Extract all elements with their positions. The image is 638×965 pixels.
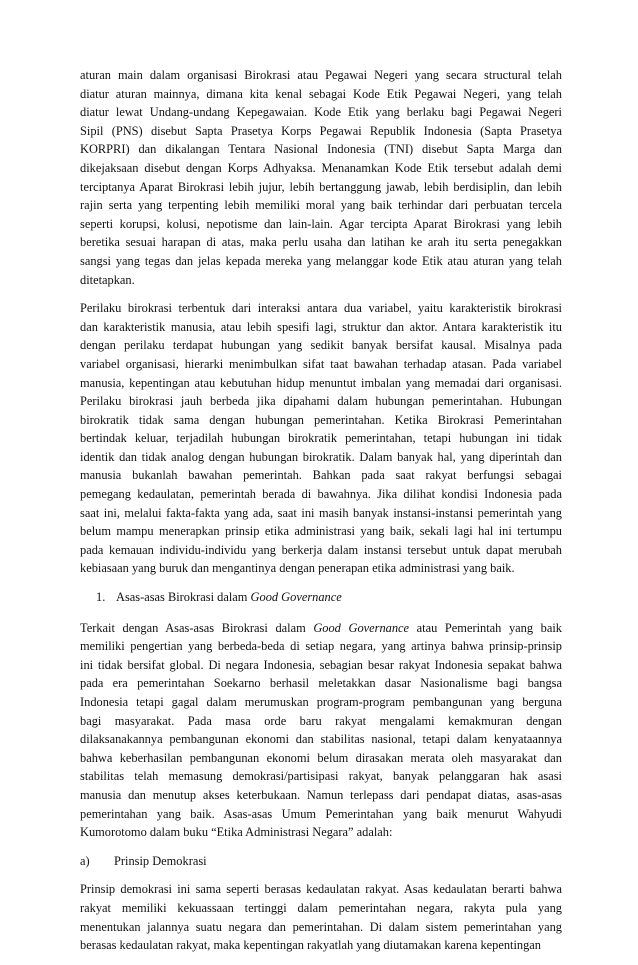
- text-line: sangsi yang tegas dan jelas kepada mereka yang melanggar kode Etik atau aturan yang telah: [80, 253, 562, 268]
- text-line: pemerintahan yang baik. Asas-asas Umum Pemerintahan yang baik menurut Wahyudi: [80, 806, 562, 821]
- paragraph-kode-etik: [80, 66, 562, 289]
- text-line: belum mampu menerapkan prinsip etika administrasi yang baik, sekali lagi hal ini tertumpu: [80, 524, 562, 539]
- text-line: stabilitas telah memasung demokrasi/partisipasi rakyat, banyak pelanggaran hak asasi: [80, 769, 562, 784]
- text-line: bertindak keluar, terjadilah hubungan birokratik pemerintahan, tetapi hubungan ini tidak: [80, 431, 562, 446]
- section-title-italic: Good Governance: [250, 590, 342, 605]
- text-line: beretika sesuai harapan di atas, maka perlu usaha dan latihan ke arah itu serta penegakkan: [80, 235, 562, 250]
- text-line: manusia dan menutup akses keterbukaan. Namun terlepass dari pendapat diatas, asas-asas: [80, 787, 562, 802]
- text-line: KORPRI) dan dikalangan Tentara Nasional Indonesia (TNI) disebut Sapta Marga dan: [80, 142, 562, 157]
- section-heading: [80, 588, 562, 607]
- subsection-title: Prinsip Demokrasi: [114, 853, 207, 868]
- text-line: terciptanya Aparat Birokrasi lebih jujur, lebih bertanggung jawab, lebih berdisiplin, dan lebih: [80, 179, 562, 194]
- text-line: seperti korupsi, kolusi, nepotisme dan lain-lain. Agar tercipta Aparat Birokrasi yang lebih: [80, 216, 562, 231]
- text-line: identik dan tidak analog dengan hubungan birokratik. Dalam banyak hal, yang diperintah dan: [80, 449, 562, 464]
- text-line: manusia, kepentingan atau kebutuhan hidup menuntut imbalan yang memadai dari organisasi.: [80, 375, 562, 390]
- text-line: bagi masyarakat. Pada masa orde baru rakyat mengalami kemakmuran dengan: [80, 713, 562, 728]
- section-number: 1.: [96, 590, 106, 605]
- text-line: rakyat memiliki kekuassaan tertinggi dalam pemerintahan negara, rakyta pula yang: [80, 900, 562, 915]
- text-line: Perilaku birokrasi jauh berbeda jika dipahami dalam hubungan pemerintahan. Hubungan: [80, 394, 562, 409]
- text-line: Indonesia tetapi gagal dalam merumuskan program-program pembangunan yang berguna: [80, 695, 562, 709]
- text-line: diatur lewat Undang-undang Kepegawaian. Kode Etik yang berlaku bagi Pegawai Negeri: [80, 105, 562, 120]
- text-line: diatur aturan mainnya, dimana kita kenal sebagai Kode Etik Pegawai Negeri, yang telah: [80, 86, 562, 101]
- text-line: ini tidak bersifat global. Di negara Indonesia, sebagian besar rakyat Indonesia sepakat bahwa: [80, 657, 562, 672]
- text-line: pada kemauan individu-individu yang berkerja dalam instansi tersebut untuk dapat merubah: [80, 542, 562, 557]
- text-line: dan karakteristik manusia, atau lebih spesifi lagi, struktur dan aktor. Antara karakteristik itu: [80, 319, 562, 334]
- text-line: dikejaksaan disebut dengan Korps Adhyaksa. Menanamkan Kode Etik tersebut adalah demi: [80, 160, 562, 175]
- text-line: aturan main dalam organisasi Birokrasi atau Pegawai Negeri yang secara structural telah: [80, 68, 562, 82]
- section-title: Asas-asas Birokrasi dalam: [116, 590, 251, 605]
- text-line: rajin serta yang terpenting lebih memiliki moral yang baik terhindar dari perbuatan tercela: [80, 198, 562, 213]
- text-line: pada era pemerintahan Soekarno berhasil meletakkan dasar Nasionalisme bagi bangsa: [80, 676, 562, 691]
- text-line: kebiasaan yang buruk dan mengantinya dengan penerapan etika administrasi yang baik.: [80, 561, 515, 576]
- paragraph-asas-asas: [80, 619, 562, 842]
- text-line: ditetapkan.: [80, 272, 135, 287]
- text-line: memiliki pengertian yang berbeda-beda di setiap negara, yang artinya bahwa prinsip-prinsip: [80, 639, 562, 654]
- text-line: Sipil (PNS) disebut Sapta Prasetya Korps Pegawai Republik Indonesia (Sapta Prasetya: [80, 123, 562, 138]
- text-line: manusia bukanlah bawahan pemerintah. Bahkan pada saat rakyat berfungsi sebagai: [80, 468, 562, 483]
- text-line: Kumorotomo dalam buku “Etika Administrasi Negara” adalah:: [80, 825, 393, 840]
- text-line: berasas kedaulatan rakyat, maka kepentingan rakyatlah yang diutamakan karena kepentingan: [80, 938, 542, 953]
- text-line: pemegang kedaulatan, pemerintah berada di bawahnya. Jika dilihat kondisi Indonesia pada: [80, 487, 562, 502]
- text-line: menentukan jalannya suatu negara dan pemerintahan. Di dalam sistem pemerintahan yang: [80, 919, 562, 934]
- subsection-heading: [80, 852, 562, 871]
- paragraph-perilaku-birokrasi: [80, 299, 562, 578]
- text-line: Terkait dengan Asas-asas Birokrasi dalam Good Governance atau Pemerintah yang baik: [80, 620, 562, 635]
- paragraph-prinsip-demokrasi: [80, 880, 562, 954]
- text-line: Perilaku birokrasi terbentuk dari interaksi antara dua variabel, yaitu karakteristik birokrasi: [80, 301, 562, 316]
- text-line: birokratik tidak sama dengan hubungan pemerintahan. Ketika Birokrasi Pemerintahan: [80, 412, 562, 427]
- text-line: saat ini, melalui fakta-fakta yang ada, saat ini masih banyak instansi-instansi pemerintah yang: [80, 505, 562, 520]
- document-page: [80, 66, 562, 965]
- text-line: dengan perilaku terdapat hubungan yang sedikit banyak bersifat kausal. Misalnya pada: [80, 338, 562, 353]
- text-line: variabel organisasi, hierarki menimbulkan sifat taat bawahan terhadap atasan. Pada variabel: [80, 356, 562, 371]
- text-line: dilaksanakannya pembangunan ekonomi dan stabilitas nasional, tetapi dalam kenyataannya: [80, 732, 562, 747]
- text-line: Prinsip demokrasi ini sama seperti berasas kedaulatan rakyat. Asas kedaulatan berarti bahwa: [80, 882, 562, 897]
- subsection-label: a): [80, 853, 90, 868]
- text-line: bahwa keberhasilan pembangunan ekonomi belum dirasakan merata oleh masyarakat dan: [80, 750, 562, 765]
